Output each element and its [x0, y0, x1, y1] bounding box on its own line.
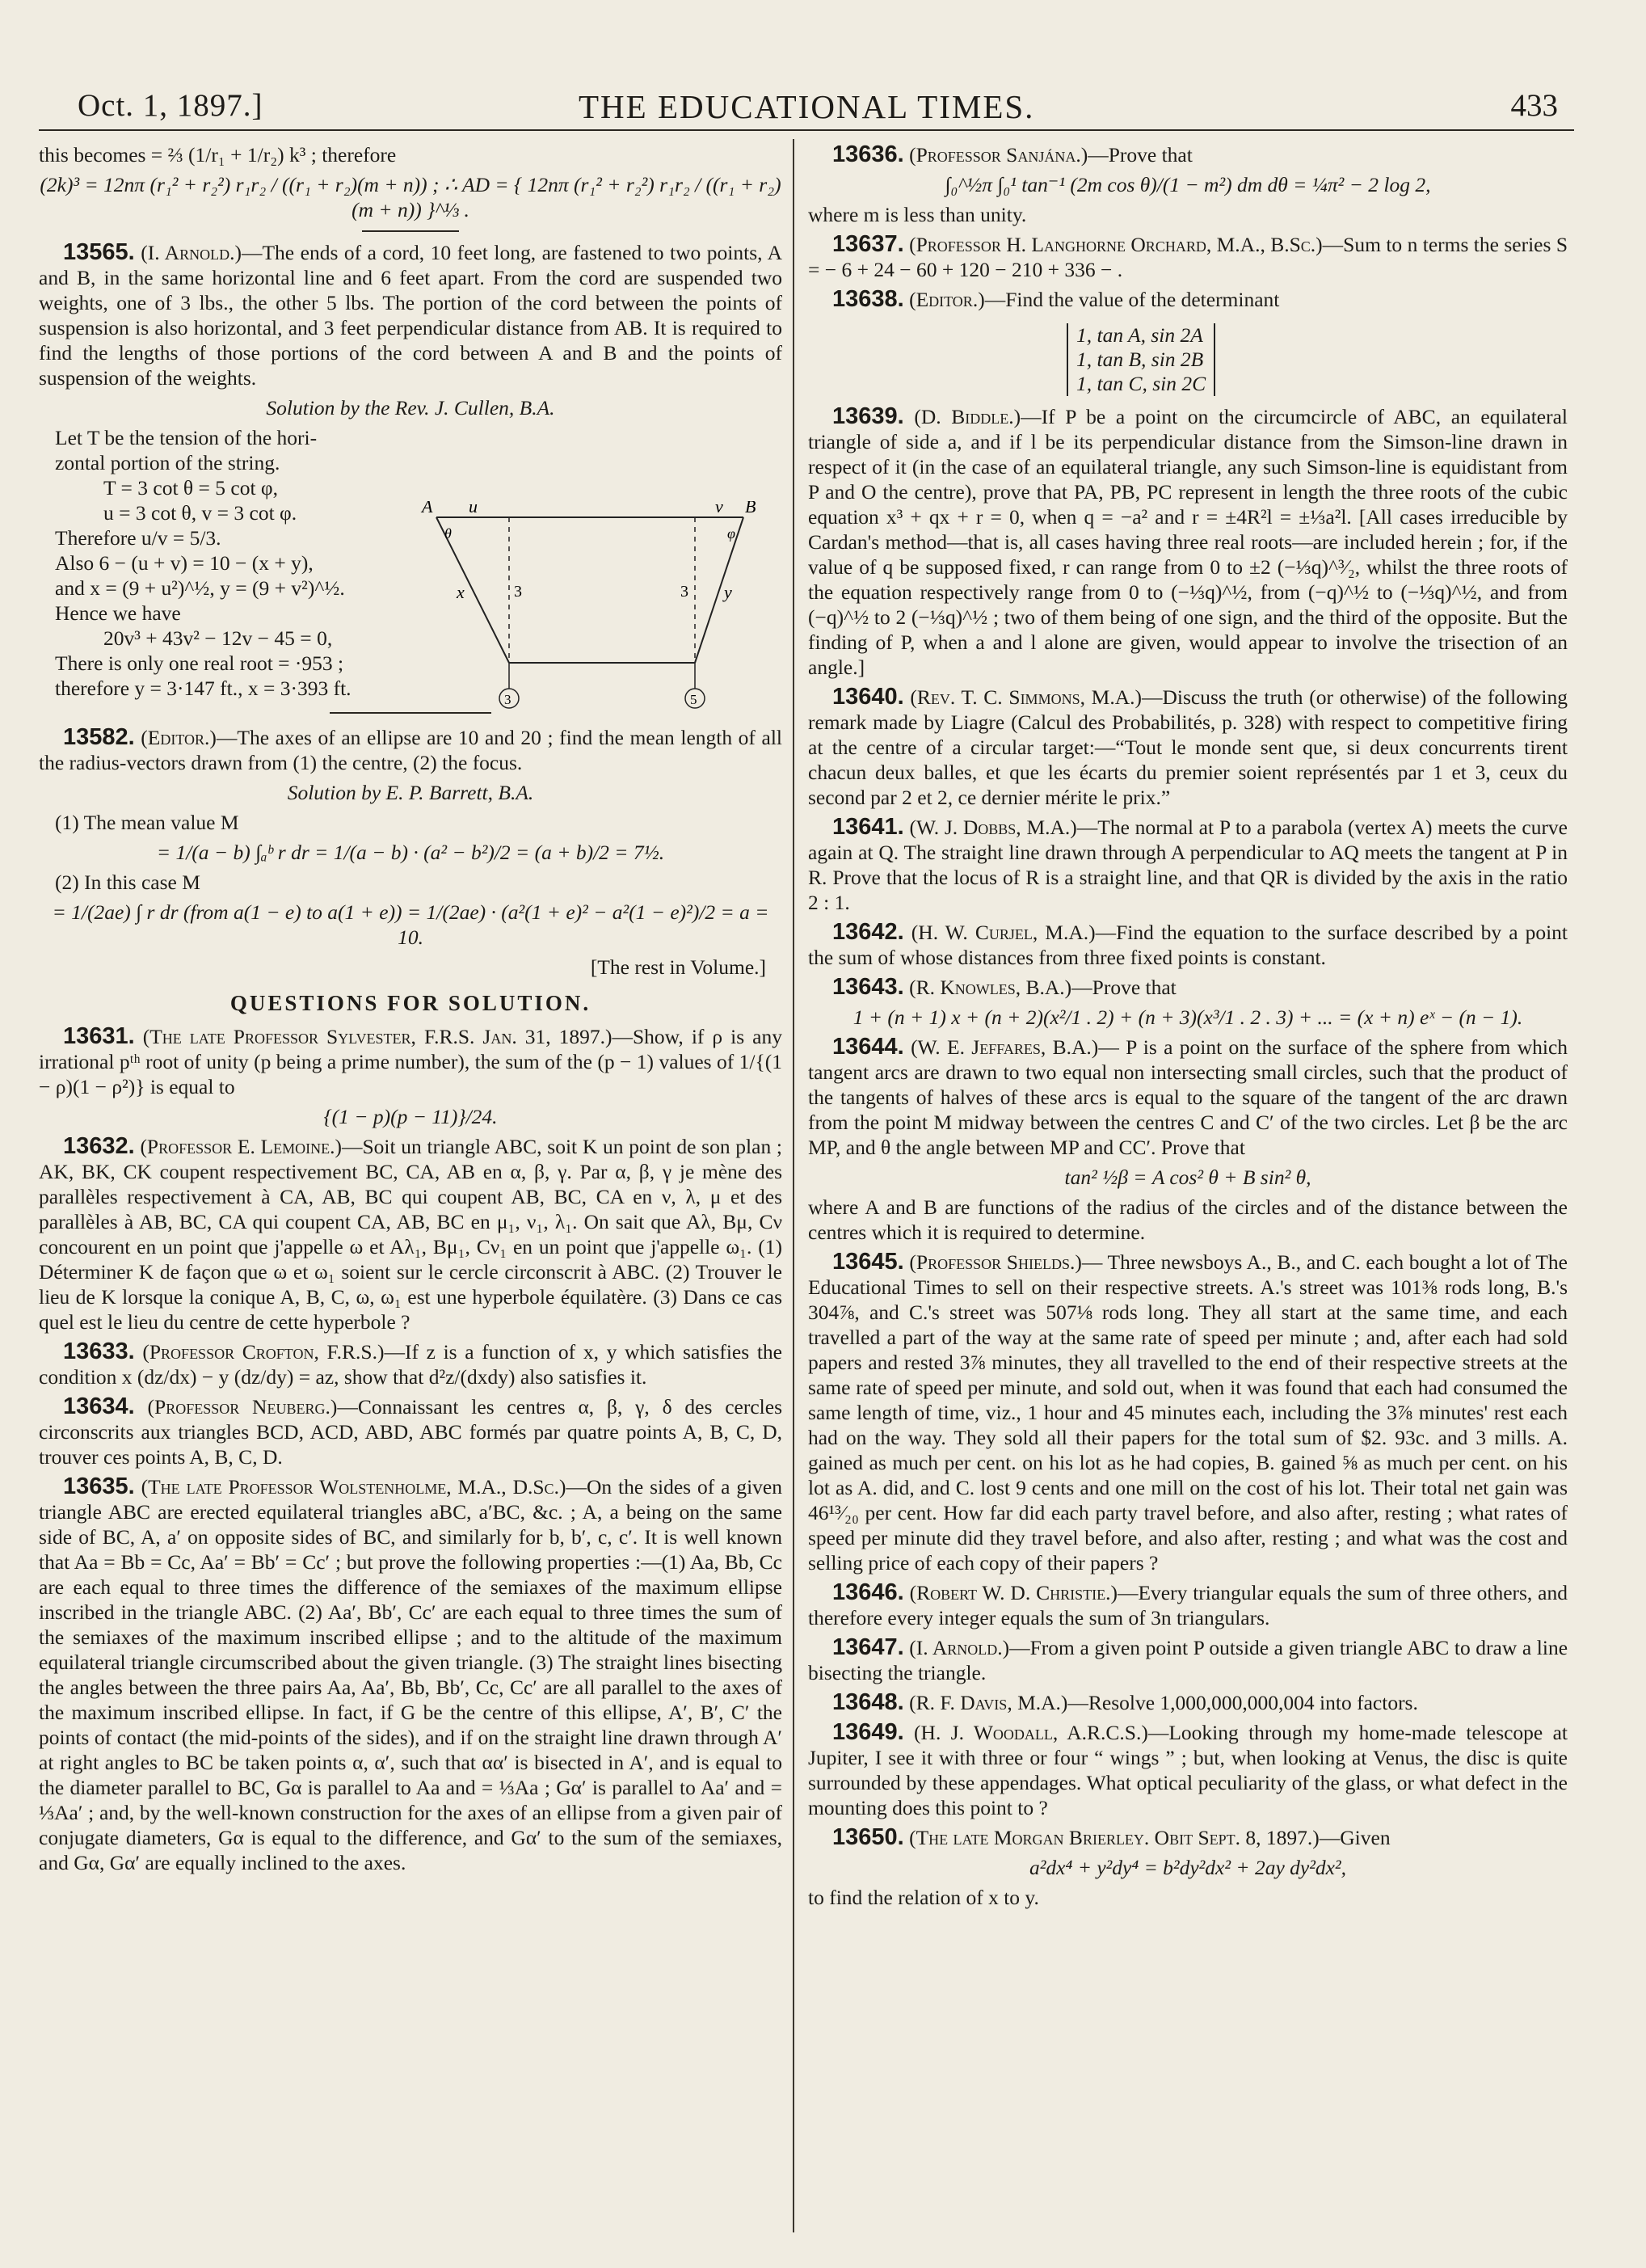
solution-byline: Solution by E. P. Barrett, B.A.	[287, 781, 534, 804]
question-text: —Looking through my home-made telescope at Jupiter, I see it with three or four “ wings ” ; but, when looking at Venus, the disc is quite surrounded by these appendages. What optical peculiarity of the glass, or what defect in the mounting does this point to ?	[808, 1721, 1568, 1819]
solution-line: u = 3 cot θ, v = 3 cot φ.	[103, 501, 297, 525]
rest-in-volume-note: [The rest in Volume.]	[590, 955, 766, 979]
journal-title: THE EDUCATIONAL TIMES.	[579, 88, 1035, 125]
question-author: (R. F. Davis, M.A.)	[909, 1691, 1068, 1714]
question-author: (Editor.)	[909, 288, 985, 311]
intro-line: this becomes = ⅔ (1/r₁ + 1/r₂) k³ ; therefore	[39, 143, 397, 167]
question-13565	[39, 240, 782, 390]
question-text-after: to find the relation of x to y.	[808, 1886, 1039, 1909]
determinant	[1067, 323, 1215, 396]
page-header	[39, 81, 1558, 129]
question-13649	[808, 1720, 1568, 1820]
question-number: 13636.	[832, 141, 904, 167]
cord-weights-diagram	[420, 501, 760, 711]
question-author: (Professor E. Lemoine.)	[140, 1135, 342, 1158]
question-text: —Given	[1319, 1826, 1391, 1849]
question-text: —Sum to n terms the series S = − 6 + 24 − 60 + 120 − 210 + 336 − .	[808, 233, 1568, 281]
question-number: 13645.	[832, 1249, 904, 1275]
question-author: (W. J. Dobbs, M.A.)	[909, 816, 1077, 839]
question-number: 13648.	[832, 1689, 904, 1715]
question-number: 13632.	[63, 1133, 135, 1159]
question-text: —The axes of an ellipse are 10 and 20 ; find the mean length of all the radius-vectors drawn from (1) the centre, (2) the focus.	[39, 726, 783, 774]
question-text: —Soit un triangle ABC, soit K un point de son plan ; AK, BK, CK coupent respectivement BC, CA, AB en α, β, γ. Par α, β, γ je mène des parallèles respectivement à CA, AB, BC qui coupent AB, BC, CA en ν, λ, μ et des parallèles à AB, BC, CA qui coupent CA, AB, BC en μ₁, ν₁, λ₁. On sait que Aλ, Bμ, Cν concourent en un point que j'appelle ω et Aλ₁, Bμ₁, Cν₁ en un point que j'appelle ω₁. (1) Déterminer K de façon que ω et ω₁ soient sur le cercle circonscrit à ABC. (2) Trouver le lieu de K lorsque la conique A, B, C, ω, ω₁ est une hyperbole équilatère. (3) Dans ce cas quel est le lieu du centre de cette hyperbole ?	[39, 1135, 783, 1334]
question-author: (H. J. Woodall, A.R.C.S.)	[914, 1721, 1148, 1744]
solution-part-label: (1) The mean value M	[55, 811, 239, 834]
solution-line: and x = (9 + u²)^½, y = (9 + v²)^½.	[55, 576, 345, 600]
question-13582	[39, 725, 782, 775]
question-13631	[39, 1024, 782, 1099]
label-b: B	[745, 501, 756, 516]
column-divider	[793, 139, 794, 2232]
question-number: 13582.	[63, 724, 135, 750]
question-formula: tan² ½β = A cos² θ + B sin² θ,	[1064, 1166, 1311, 1189]
question-13644	[808, 1035, 1568, 1160]
question-number: 13646.	[832, 1579, 904, 1605]
question-text: —Find the value of the determinant	[984, 288, 1280, 311]
question-text: —Show, if ρ is any irrational pᵗʰ root of unity (p being a prime number), the sum of the (p − 1) values of 1/{(1 − ρ)(1 − ρ²)} is equal to	[39, 1025, 782, 1098]
question-author: (I. Arnold.)	[141, 241, 242, 264]
determinant-row: 1, tan B, sin 2B	[1076, 348, 1204, 371]
page-number: 433	[1510, 88, 1558, 123]
section-rule	[362, 230, 459, 232]
issue-date: Oct. 1, 1897.]	[78, 88, 263, 123]
question-author: (Professor Neuberg.)	[147, 1395, 338, 1419]
question-text: —On the sides of a given triangle ABC are erected equilateral triangles aBC, a′BC, &c. ; A, a being on the same side of BC, A, a′ on opposite sides of BC, and similarly for b, b′, c, c′. It is well known that Aa = Bb = Cc, Aa′ = Bb′ = Cc′ ; but prove the following properties :—(1) Aa, Bb, Cc are each equal to three times the difference of the semiaxes of the maximum ellipse inscribed in the triangle ABC. (2) Aa′, Bb′, Cc′ are each equal to three times the sum of the semiaxes of the maximum inscribed ellipse ; and to the altitude of the maximum equilateral triangle circumscribed about the given triangle. (3) The straight lines bisecting the angles between the three pairs Aa, Aa′, Bb, Bb′, Cc, Cc′ are all parallel to the axes of the maximum inscribed ellipse. In fact, if G be the centre of this ellipse, A′, B′, C′ the points of contact (the mid-points of the sides), and if on the straight line drawn through A′ at right angles to BC be taken points α, α′, such that αα′ is bisected in A′, and is equal to the diameter parallel to BC, Gα is parallel to Aa and = ⅓Aa ; Gα′ is parallel to Aa′ and = ⅓Aa′ ; and, by the well-known construction for the axes of an ellipse from a given pair of conjugate diameters, Gα is equal to the difference, and Gα′ to the sum of the semiaxes, and Gα, Gα′ are equally inclined to the axes.	[39, 1475, 782, 1874]
solution-line: Therefore u/v = 5/3.	[55, 526, 221, 550]
question-number: 13565.	[63, 239, 135, 265]
solution-part-label: (2) In this case M	[55, 871, 200, 894]
label-weight-5: 5	[690, 692, 697, 707]
question-13646	[808, 1580, 1568, 1630]
question-author: (Professor Sanjána.)	[909, 143, 1088, 167]
right-column	[808, 142, 1568, 1915]
question-author: (Editor.)	[141, 726, 217, 749]
question-number: 13631.	[63, 1023, 135, 1049]
question-text: —Find the equation to the surface described by a point the sum of whose distances from three fixed points is constant.	[808, 921, 1568, 969]
label-height-left: 3	[514, 583, 522, 601]
question-text: —From a given point P outside a given triangle ABC to draw a line bisecting the triangle.	[808, 1636, 1568, 1684]
question-text: —Discuss the truth (or otherwise) of the following remark made by Liagre (Calcul des Probabilités, p. 328) with respect to competitive firing at the centre of a circular target:—“Tout le monde sent que, si deux concurrents tirent chacun deux balles, et que les écarts du premier soient représentés par 1 et 3, ceux du second par 2 et 2, ce dernier mérite le prix.”	[808, 685, 1568, 809]
question-author: (Professor Shields.)	[909, 1250, 1082, 1274]
question-author: (W. E. Jeffares, B.A.)	[911, 1035, 1099, 1059]
solution-line: Also 6 − (u + v) = 10 − (x + y),	[55, 551, 314, 575]
question-number: 13650.	[832, 1824, 904, 1850]
question-13636	[808, 142, 1568, 167]
question-author: (R. Knowles, B.A.)	[909, 976, 1072, 999]
solution-formula: = 1/(a − b) ∫ₐᵇ r dr = 1/(a − b) · (a² − b²)/2 = (a + b)/2 = 7½.	[156, 841, 665, 864]
question-author: (The late Professor Sylvester, F.R.S. Jan. 31, 1897.)	[142, 1025, 613, 1048]
question-number: 13643.	[832, 974, 904, 1000]
question-number: 13649.	[832, 1719, 904, 1745]
question-author: (D. Biddle.)	[914, 405, 1021, 428]
question-13632	[39, 1134, 782, 1334]
section-rule	[330, 712, 491, 714]
question-text-after: where A and B are functions of the radius of the circles and of the distance between the centres which it is required to determine.	[808, 1195, 1568, 1244]
question-formula: ∫₀^½π ∫₀¹ tan⁻¹ (2m cos θ)/(1 − m²) dm dθ = ¼π² − 2 log 2,	[945, 173, 1431, 196]
solution-byline: Solution by the Rev. J. Cullen, B.A.	[266, 396, 555, 419]
question-author: (Professor H. Langhorne Orchard, M.A., B.Sc.)	[909, 233, 1323, 256]
question-13647	[808, 1635, 1568, 1685]
determinant-row: 1, tan C, sin 2C	[1076, 372, 1206, 395]
label-height-right: 3	[680, 583, 688, 601]
question-author: (Professor Crofton, F.R.S.)	[142, 1340, 385, 1364]
question-13645	[808, 1250, 1568, 1575]
question-13634	[39, 1394, 782, 1469]
solution-line: Let T be the tension of the hori-	[55, 426, 318, 449]
label-weight-3: 3	[504, 692, 511, 707]
determinant-row: 1, tan A, sin 2A	[1076, 323, 1203, 347]
label-a: A	[422, 501, 433, 516]
question-author: (I. Arnold.)	[909, 1636, 1010, 1659]
solution-line: Hence we have	[55, 601, 181, 625]
solution-line: zontal portion of the string.	[55, 451, 280, 474]
question-13642	[808, 920, 1568, 970]
question-formula: a²dx⁴ + y²dy⁴ = b²dy²dx² + 2ay dy²dx²,	[1029, 1856, 1346, 1879]
question-author: (The late Morgan Brierley. Obit Sept. 8, 1897.)	[909, 1826, 1320, 1849]
label-u: u	[469, 501, 478, 516]
question-13638	[808, 287, 1568, 312]
label-theta: θ	[444, 525, 452, 542]
question-text: —Resolve 1,000,000,000,004 into factors.	[1067, 1691, 1418, 1714]
question-number: 13634.	[63, 1393, 135, 1419]
label-y: y	[724, 582, 732, 602]
question-number: 13644.	[832, 1034, 904, 1060]
question-number: 13638.	[832, 286, 904, 312]
solution-line: therefore y = 3·147 ft., x = 3·393 ft.	[55, 677, 352, 700]
question-text: — P is a point on the surface of the sphere from which tangent arcs are drawn to two equal non intersecting small circles, such that the product of the tangents of halves of these arcs is equal to the square of the tangent of the arc drawn from the point M midway between the centres C and C′ of the two circles. Let β be the arc MP, and θ the angle between MP and CC′. Prove that	[808, 1035, 1568, 1159]
solution-line: 20v³ + 43v² − 12v − 45 = 0,	[103, 626, 333, 650]
question-number: 13637.	[832, 231, 904, 257]
question-text: —Prove that	[1088, 143, 1193, 167]
question-number: 13640.	[832, 684, 904, 710]
header-rule	[39, 129, 1574, 131]
question-13633	[39, 1339, 782, 1389]
question-author: (H. W. Curjel, M.A.)	[911, 921, 1096, 944]
question-formula: {(1 − p)(p − 11)}/24.	[323, 1105, 498, 1128]
intro-formula: (2k)³ = 12nπ (r₁² + r₂²) r₁r₂ / ((r₁ + r₂)(m + n)) ; ∴ AD = { 12nπ (r₁² + r₂²) r₁r₂ / ((r₁ + r₂)(m + n)) }^⅓ .	[40, 173, 781, 221]
question-text: —The normal at P to a parabola (vertex A) meets the curve again at Q. The straight line drawn through A perpendicular to AQ meets the tangent at P in R. Prove that the locus of R is a straight line, and that QR is divided by the axis in the ratio 2 : 1.	[808, 816, 1568, 914]
question-13650	[808, 1825, 1568, 1850]
question-author: (The late Professor Wolstenholme, M.A., D.Sc.)	[141, 1475, 566, 1499]
question-13635	[39, 1474, 782, 1875]
question-text: — Three newsboys A., B., and C. each bought a lot of The Educational Times to sell on their respective streets. A.'s street was 101⅜ rods long, B.'s 304⅞, and C.'s street was 507⅛ rods long. They all start at the same time, and each travelled a part of the way at the same rate of speed per minute ; and, after each had sold papers and rested 3⅞ minutes, they all travelled to the end of their respective streets at the same rate of speed per minute, and sold out, when it was found that each had consumed the same length of time, viz., 1 hour and 45 minutes each, including the 3⅞ minutes' rest each had on the way. They sold all their papers for the total sum of $2. 93c. and 3 mills. A. gained as much per cent. on his lot as he had copies, B. gained ⅝ as much per cent. on his lot as A. did, and C. lost 9 cents and one mill on the cost of his lot. Their total net gain was 46¹³⁄₂₀ per cent. How far did each party travel before, and also after, resting ; what rates of speed per minute did they travel before, and also after, resting ; and what was the cost and selling price of each copy of their papers ?	[808, 1250, 1568, 1575]
section-heading: QUESTIONS FOR SOLUTION.	[229, 991, 591, 1015]
question-text: —Every triangular equals the sum of three others, and therefore every integer equals the sum of 3n triangulars.	[808, 1581, 1568, 1629]
question-number: 13635.	[63, 1473, 135, 1499]
solution-formula: = 1/(2ae) ∫ r dr (from a(1 − e) to a(1 + e)) = 1/(2ae) · (a²(1 + e)² − a²(1 − e)²)/2 = a = 10.	[52, 900, 769, 949]
question-13639	[808, 404, 1568, 680]
question-number: 13633.	[63, 1338, 135, 1364]
solution-line: There is only one real root = ·953 ;	[55, 651, 344, 675]
label-x: x	[457, 582, 465, 602]
question-number: 13639.	[832, 403, 904, 429]
question-text: —If P be a point on the circumcircle of ABC, an equilateral triangle of side a, and if l be its perpendicular distance from the Simson-line drawn in respect of it (in the case of an equilateral triangle, any such Simson-line is equidistant from P and O the centre), prove that PA, PB, PC represent in length the three roots of the cubic equation x³ + qx + r = 0, when q = −a² and r = ±4R²l = ±⅓a²l. [All cases irreducible by Cardan's method—that is, all cases having three real roots—are included herein ; for, if the value of q be supposed fixed, r can range from 0 to ±2 (−⅓q)^³⁄₂, whilst the three roots of the equation respectively range from 0 to (−⅓q)^½, from (−q)^½ to (−⅓q)^½, and from (−q)^½ to 2 (−⅓q)^½ ; two of them being of one sign, and the third of the opposite. But the finding of P, when a and l alone are given, would appear to involve the trisection of an angle.]	[808, 405, 1568, 679]
question-13640	[808, 685, 1568, 810]
question-13643	[808, 975, 1568, 1000]
question-text: —The ends of a cord, 10 feet long, are fastened to two points, A and B, in the same horizontal line and 6 feet apart. From the cord are suspended two weights, one of 3 lbs., the other 5 lbs. The portion of the cord between the points of suspension is also horizontal, and 3 feet perpendicular distance from AB. It is required to find the lengths of those portions of the cord between A and B and the points of suspension of the weights.	[39, 241, 783, 390]
question-number: 13642.	[832, 919, 904, 945]
question-text: —Connaissant les centres α, β, γ, δ des cercles circonscrits aux triangles BCD, ACD, ABD, ABC formés par quatre points A, B, C, D, trouver ces points A, B, C, D.	[39, 1395, 783, 1469]
question-formula: 1 + (n + 1) x + (n + 2)(x²/1 . 2) + (n + 3)(x³/1 . 2 . 3) + ... = (x + n) eˣ − (n − 1).	[852, 1005, 1523, 1029]
solution-line: T = 3 cot θ = 5 cot φ,	[103, 476, 278, 500]
question-author: (Robert W. D. Christie.)	[909, 1581, 1118, 1604]
question-text: —Prove that	[1071, 976, 1177, 999]
question-author: (Rev. T. C. Simmons, M.A.)	[910, 685, 1142, 709]
label-phi: φ	[727, 525, 735, 542]
question-text-after: where m is less than unity.	[808, 203, 1027, 226]
question-number: 13647.	[832, 1634, 904, 1660]
question-number: 13641.	[832, 814, 904, 840]
cord-right	[695, 517, 743, 663]
label-v: v	[715, 501, 723, 516]
question-text: —If z is a function of x, y which satisfies the condition x (dz/dx) − y (dz/dy) = az, show that d²z/(dxdy) also satisfies it.	[39, 1340, 782, 1389]
question-13637	[808, 232, 1568, 282]
left-column	[39, 142, 782, 1880]
question-13648	[808, 1690, 1568, 1715]
question-13641	[808, 815, 1568, 915]
